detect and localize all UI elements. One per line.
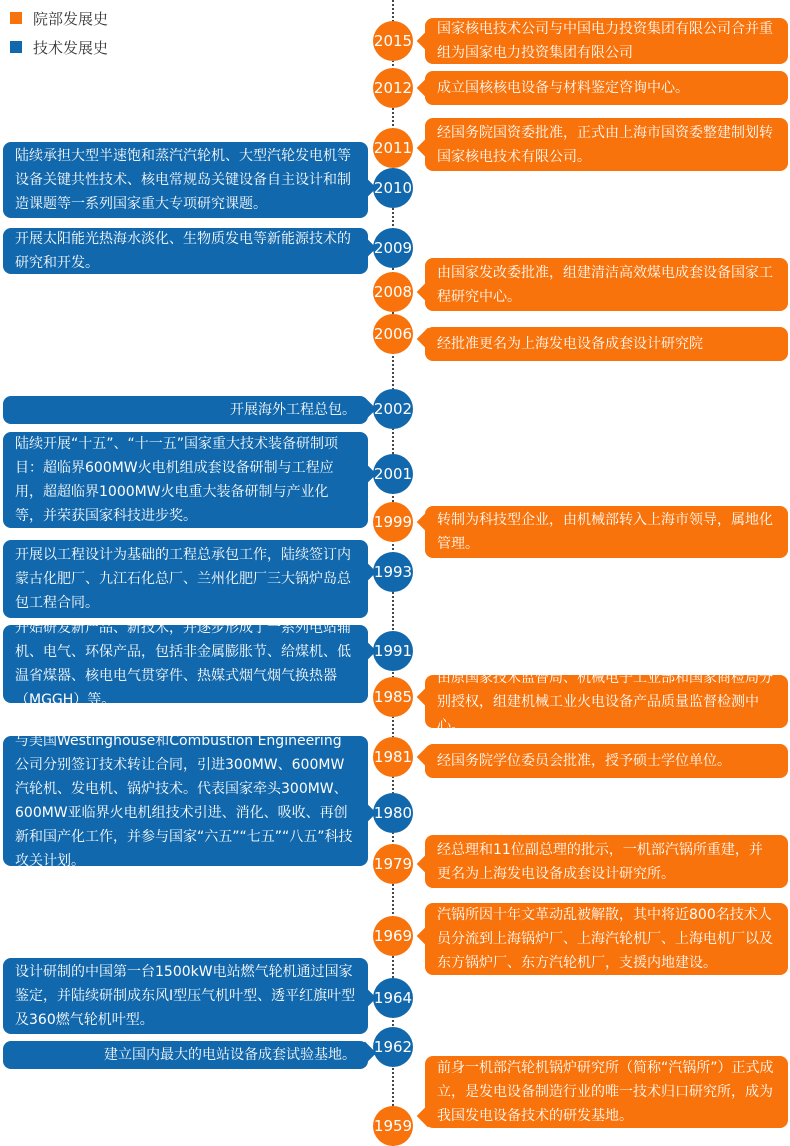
legend <box>10 8 108 66</box>
event-box-1991 <box>3 620 368 708</box>
event-box-tail-1981 <box>417 746 440 769</box>
year-circle-2011: 2011 <box>373 128 413 168</box>
year-circle-1964: 1964 <box>373 978 413 1018</box>
legend-label-technology: 技术发展史 <box>33 38 109 57</box>
year-circle-2001: 2001 <box>373 454 413 494</box>
event-box-1962 <box>3 1041 368 1069</box>
year-circle-2012: 2012 <box>373 68 413 108</box>
event-text-1969: 汽锅所因十年文革动乱被解散，其中将近800名技术人员分流到上海锅炉厂、上海汽轮机厂、上海电机厂以及东方锅炉厂、东方汽轮机厂，支援内地建设。 <box>437 907 773 971</box>
event-box-tail-1985 <box>417 686 440 709</box>
year-circle-1991: 1991 <box>373 631 413 671</box>
technology-color-swatch <box>10 41 22 53</box>
event-box-tail-1969 <box>417 925 440 948</box>
year-circle-2009: 2009 <box>373 228 413 268</box>
event-box-1980 <box>3 733 368 869</box>
event-text-1980: 与美国Westinghouse和Combustion Engineering 公司分别签订技术转让合同，引进300MW、600MW汽轮机、发电机、锅炉技术。代表国家牵头300MW、600MW亚临界火电机组技术引进、消化、吸收、再创新和国产化工作，并参与国家“六五”“七五”“八五”科技攻关计划。 <box>15 733 353 869</box>
year-circle-2015: 2015 <box>373 21 413 61</box>
event-text-1979: 经总理和11位副总理的批示，一机部汽锅所重建，并更名为上海发电设备成套设计研究所。 <box>437 841 763 882</box>
event-box-1985 <box>425 669 788 734</box>
year-circle-1985: 1985 <box>373 677 413 717</box>
institute-color-swatch <box>10 12 22 24</box>
year-circle-2006: 2006 <box>373 314 413 354</box>
event-box-1964 <box>3 958 368 1034</box>
year-circle-1962: 1962 <box>373 1027 413 1067</box>
event-text-1999: 转制为科技型企业，由机械部转入上海市领导，属地化管理。 <box>437 512 773 552</box>
event-box-1969 <box>425 903 788 975</box>
event-box-1979 <box>425 835 788 888</box>
legend-item-technology <box>10 37 108 57</box>
year-circle-1999: 1999 <box>373 502 413 542</box>
legend-label-institute: 院部发展史 <box>33 9 109 28</box>
event-box-2011 <box>425 118 788 171</box>
event-box-2009 <box>3 228 368 274</box>
event-text-2011: 经国务院国资委批准，正式由上海市国资委整建制划转国家核电技术有限公司。 <box>437 124 773 165</box>
event-box-tail-1959 <box>417 1105 440 1128</box>
year-circle-1993: 1993 <box>373 552 413 592</box>
event-box-tail-2012 <box>417 77 440 100</box>
event-box-2012 <box>425 71 788 105</box>
event-box-2001 <box>3 432 368 528</box>
event-text-1985: 由原国家技术监督局、机械电子工业部和国家商检局分别授权，组建机械工业火电设备产品质量监督检测中心。 <box>437 669 773 734</box>
event-text-1959: 前身一机部汽轮机锅炉研究所（简称“汽锅所”）正式成立，是发电设备制造行业的唯一技术归口研究所，成为我国发电设备技术的研发基地。 <box>437 1060 774 1124</box>
year-circle-1959: 1959 <box>373 1106 413 1146</box>
event-text-2008: 由国家发改委批准，组建清洁高效煤电成套设备国家工程研究中心。 <box>437 264 773 305</box>
event-text-1993: 开展以工程设计为基础的工程总承包工作，陆续签订内蒙古化肥厂、九江石化总厂、兰州化肥厂三大锅炉岛总包工程合同。 <box>15 547 351 611</box>
event-text-2010: 陆续承担大型半速饱和蒸汽汽轮机、大型汽轮发电机等设备关键共性技术、核电常规岛关键设备自主设计和制造课题等一系列国家重大专项研究课题。 <box>15 148 351 212</box>
event-text-2015: 国家核电技术公司与中国电力投资集团有限公司合并重组为国家电力投资集团有限公司 <box>437 21 773 61</box>
year-circle-2008: 2008 <box>373 272 413 312</box>
event-box-tail-1979 <box>417 853 440 876</box>
event-text-2012: 成立国核核电设备与材料鉴定咨询中心。 <box>437 80 689 96</box>
event-box-tail-1999 <box>417 511 440 534</box>
event-text-2002: 开展海外工程总包。 <box>230 402 356 418</box>
event-box-1959 <box>425 1056 788 1128</box>
event-text-1964: 设计研制的中国第一台1500kW电站燃气轮机通过国家鉴定，并陆续研制成东风I型压气机叶型、透平红旗叶型及360燃气轮机叶型。 <box>15 964 356 1028</box>
year-circle-1981: 1981 <box>373 737 413 777</box>
event-box-2015 <box>425 18 788 64</box>
year-circle-2010: 2010 <box>373 168 413 208</box>
event-box-2002 <box>3 396 368 424</box>
year-circle-1969: 1969 <box>373 916 413 956</box>
event-box-tail-2015 <box>417 30 440 53</box>
event-text-2001: 陆续开展“十五”、“十一五”国家重大技术装备研制项目：超临界600MW火电机组成套设备研制与工程应用，超超临界1000MW火电重大装备研制与产业化等，并荣获国家科技进步奖。 <box>15 436 339 524</box>
event-box-tail-2008 <box>417 281 440 304</box>
year-circle-1979: 1979 <box>373 844 413 884</box>
event-box-2010 <box>3 142 368 218</box>
event-box-1993 <box>3 540 368 618</box>
event-box-1999 <box>425 506 788 558</box>
year-circle-2002: 2002 <box>373 389 413 429</box>
event-box-2006 <box>425 327 788 361</box>
event-text-1981: 经国务院学位委员会批准，授予硕士学位单位。 <box>437 753 731 769</box>
event-text-2009: 开展太阳能光热海水淡化、生物质发电等新能源技术的研究和开发。 <box>15 231 351 271</box>
event-box-1981 <box>425 744 788 778</box>
event-text-1991: 开始研发新产品、新技术，并逐步形成了一系列电站辅机、电气、环保产品，包括非金属膨胀节、给煤机、低温省煤器、核电电气贯穿件、热媒式烟气烟气换热器（MGGH）等。 <box>15 620 351 708</box>
event-box-2008 <box>425 258 788 311</box>
event-text-1962: 建立国内最大的电站设备成套试验基地。 <box>104 1047 356 1063</box>
legend-item-institute <box>10 8 108 28</box>
event-box-tail-2006 <box>417 328 440 351</box>
event-text-2006: 经批准更名为上海发电设备成套设计研究院 <box>437 336 703 352</box>
event-box-tail-2011 <box>417 137 440 160</box>
year-circle-1980: 1980 <box>373 793 413 833</box>
